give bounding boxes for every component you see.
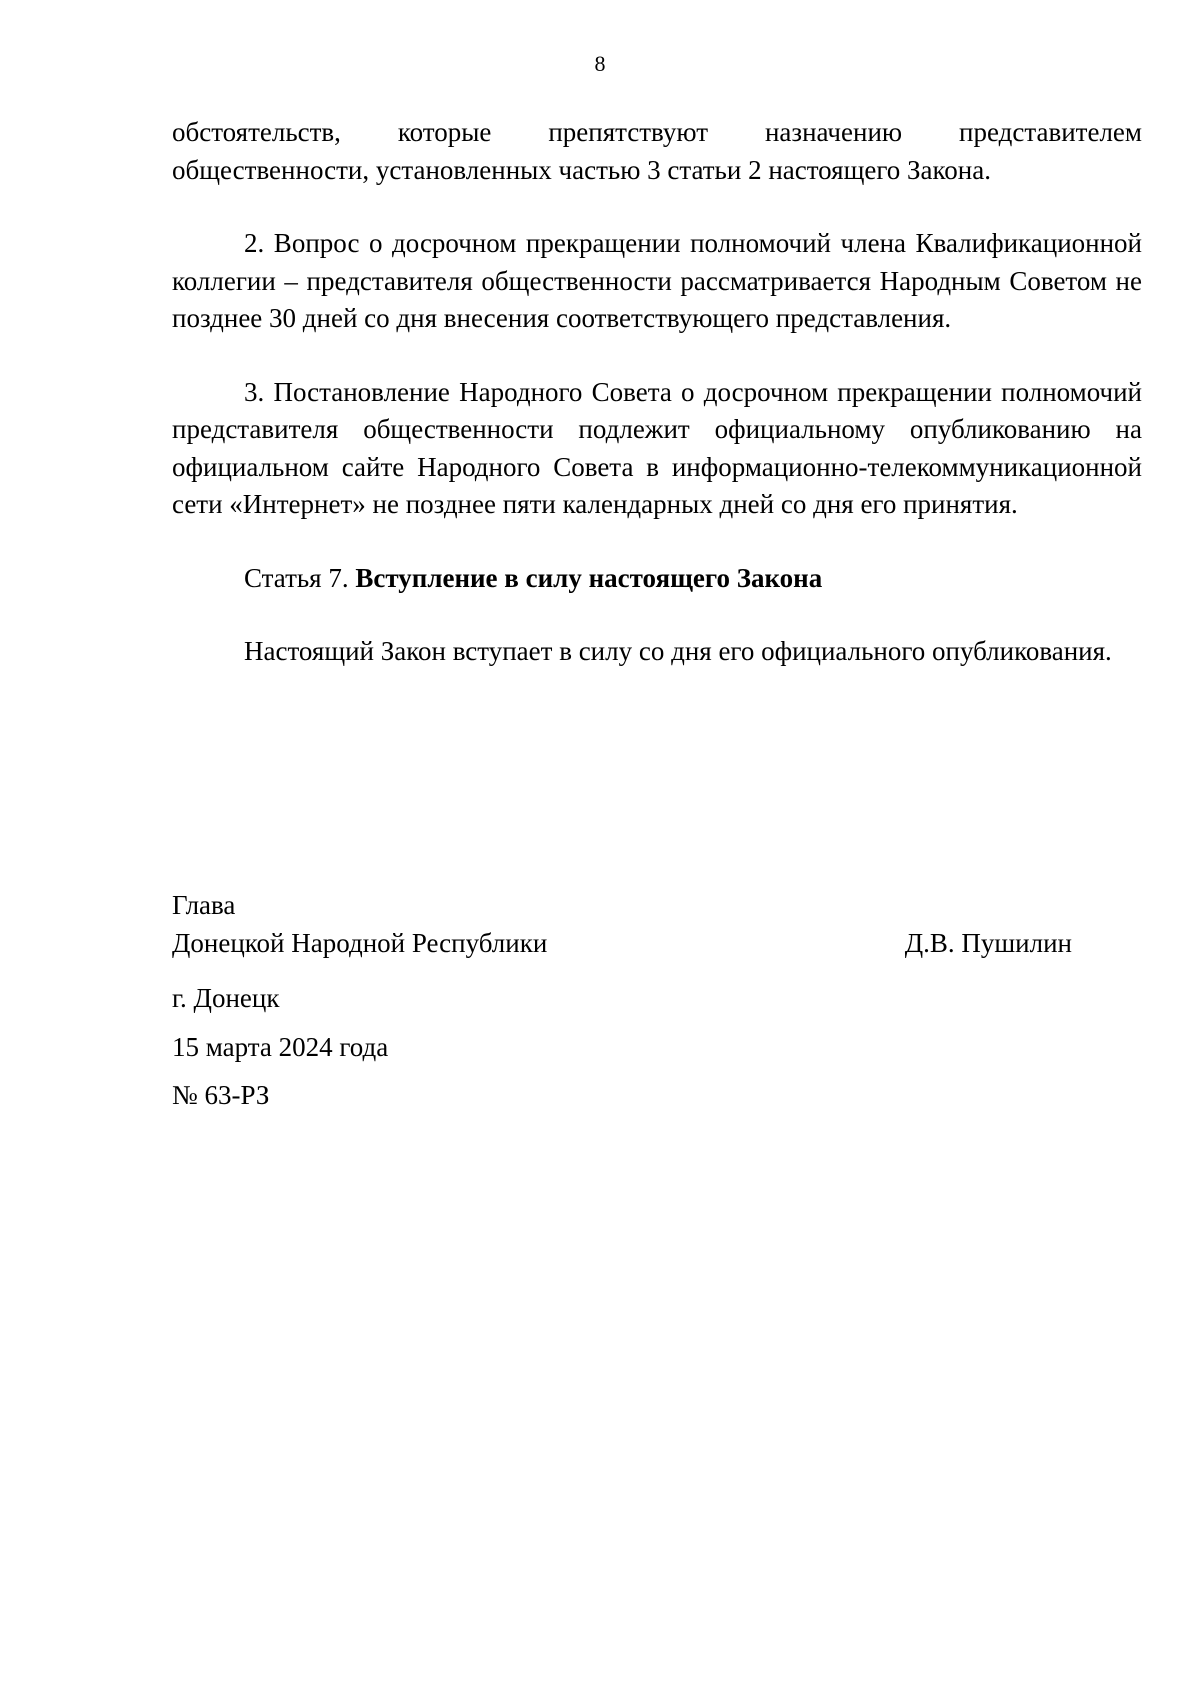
article-7-prefix: Статья 7.: [244, 562, 356, 593]
document-meta: [172, 980, 388, 1126]
signatory-position-org: Донецкой Народной Республики: [172, 927, 548, 958]
page-number: 8: [594, 51, 606, 76]
article-7-title: Вступление в силу настоящего Закона: [355, 562, 823, 593]
signatory-row: [172, 925, 1072, 963]
document-city: г. Донецк: [172, 983, 280, 1013]
document-number: № 63-РЗ: [172, 1080, 270, 1110]
paragraph-item-2: 2. Вопрос о досрочном прекращении полномочий члена Квалификационной коллегии – представителя общественности рассматривается Народным Советом не позднее 30 дней со дня внесения соответствующего представления.: [172, 228, 1142, 333]
paragraph-continuation: обстоятельств, которые препятствуют назначению представителем общественности, установленных частью 3 статьи 2 настоящего Закона.: [172, 117, 1142, 185]
paragraph-item-3: 3. Постановление Народного Совета о досрочном прекращении полномочий представителя общественности подлежит официальному опубликованию на официальном сайте Народного Совета в информационно-телекоммуникационной сети «Интернет» не позднее пяти календарных дней со дня его принятия.: [172, 376, 1142, 519]
article-7-text: Настоящий Закон вступает в силу со дня его официального опубликования.: [244, 636, 1112, 666]
document-body: [172, 114, 1142, 671]
signature-block: [172, 887, 1072, 962]
document-date: 15 марта 2024 года: [172, 1031, 389, 1062]
signatory-position-title: Глава: [172, 890, 236, 920]
article-7-heading: [172, 560, 1142, 598]
signatory-name: Д.В. Пушилин: [904, 927, 1072, 958]
